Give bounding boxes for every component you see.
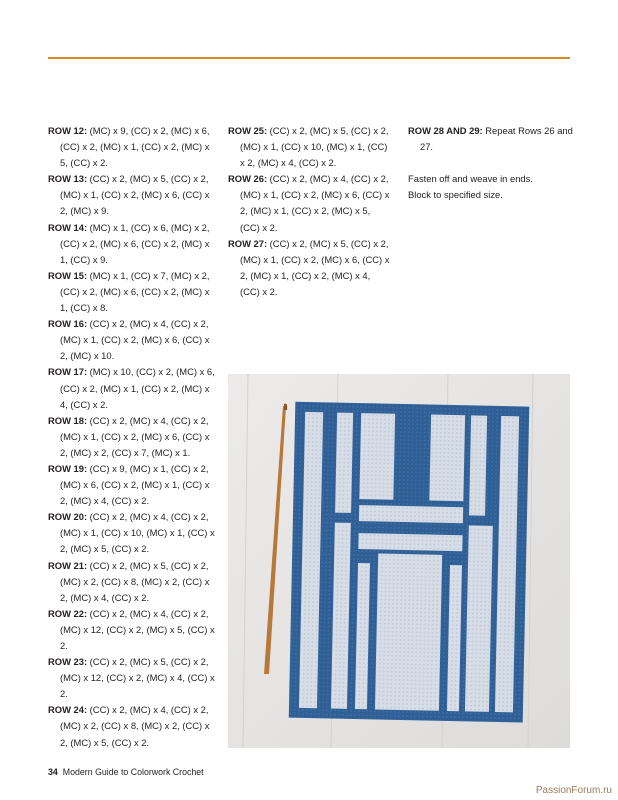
pattern-column-3 bbox=[408, 123, 576, 203]
pattern-row: ROW 16: (CC) x 2, (MC) x 4, (CC) x 2, (MC) x 1, (CC) x 2, (MC) x 6, (CC) x 2, (MC) x 10. bbox=[48, 318, 210, 362]
pattern-row: ROW 14: (MC) x 1, (CC) x 6, (MC) x 2, (CC) x 2, (MC) x 6, (CC) x 2, (MC) x 1, (CC) x 9. bbox=[48, 221, 210, 265]
pattern-column-1 bbox=[48, 123, 218, 751]
watermark: PassionForum.ru bbox=[535, 785, 612, 796]
finishing-line: Fasten off and weave in ends. bbox=[408, 173, 533, 185]
pattern-row: ROW 24: (CC) x 2, (MC) x 4, (CC) x 2, (MC) x 2, (CC) x 8, (MC) x 2, (CC) x 2, (MC) x 5, (CC) x 2. bbox=[48, 704, 210, 748]
pattern-row: ROW 28 AND 29: Repeat Rows 26 and 27. bbox=[408, 125, 573, 153]
pattern-row: ROW 15: (MC) x 1, (CC) x 7, (MC) x 2, (CC) x 2, (MC) x 6, (CC) x 2, (MC) x 1, (CC) x 8. bbox=[48, 269, 210, 314]
pattern-row: ROW 26: (CC) x 2, (MC) x 4, (CC) x 2, (MC) x 1, (CC) x 2, (MC) x 6, (CC) x 2, (MC) x 1, (CC) x 2, (MC) x 5, (CC) x 2. bbox=[228, 173, 390, 233]
pattern-column-2 bbox=[228, 123, 392, 300]
page-number: 34 bbox=[48, 767, 58, 777]
pattern-row: ROW 17: (MC) x 10, (CC) x 2, (MC) x 6, (CC) x 2, (MC) x 1, (CC) x 2, (MC) x 4, (CC) x 2. bbox=[48, 366, 215, 410]
pattern-row: ROW 25: (CC) x 2, (MC) x 5, (CC) x 2, (MC) x 1, (CC) x 10, (MC) x 1, (CC) x 2, (MC) x 4, (CC) x 2. bbox=[228, 125, 389, 169]
page-footer bbox=[48, 767, 204, 777]
pattern-row: ROW 13: (CC) x 2, (MC) x 5, (CC) x 2, (MC) x 1, (CC) x 2, (MC) x 6, (CC) x 2, (MC) x 9. bbox=[48, 173, 210, 217]
pattern-row: ROW 23: (CC) x 2, (MC) x 5, (CC) x 2, (MC) x 12, (CC) x 2, (MC) x 4, (CC) x 2. bbox=[48, 656, 215, 700]
potholder bbox=[289, 402, 530, 723]
potholder-photo bbox=[228, 374, 570, 748]
pattern-row: ROW 27: (CC) x 2, (MC) x 5, (CC) x 2, (MC) x 1, (CC) x 2, (MC) x 6, (CC) x 2, (MC) x 1, (CC) x 2, (MC) x 4, (CC) x 2. bbox=[228, 237, 390, 297]
pattern-row: ROW 22: (CC) x 2, (MC) x 4, (CC) x 2, (MC) x 12, (CC) x 2, (MC) x 5, (CC) x 2. bbox=[48, 607, 215, 651]
pattern-row: ROW 21: (CC) x 2, (MC) x 5, (CC) x 2, (MC) x 2, (CC) x 8, (MC) x 2, (CC) x 2, (MC) x 4, (CC) x 2. bbox=[48, 559, 210, 603]
finishing-line: Block to specified size. bbox=[408, 189, 503, 201]
finishing-note bbox=[408, 171, 576, 203]
pattern-row: ROW 20: (CC) x 2, (MC) x 4, (CC) x 2, (MC) x 1, (CC) x 10, (MC) x 1, (CC) x 2, (MC) x 5, (CC) x 2. bbox=[48, 511, 215, 555]
pattern-row: ROW 19: (CC) x 9, (MC) x 1, (CC) x 2, (MC) x 6, (CC) x 2, (MC) x 1, (CC) x 2, (MC) x 4, (CC) x 2. bbox=[48, 462, 210, 507]
pattern-row: ROW 18: (CC) x 2, (MC) x 4, (CC) x 2, (MC) x 1, (CC) x 2, (MC) x 6, (CC) x 2, (MC) x 2, (CC) x 7, (MC) x 1. bbox=[48, 414, 210, 458]
book-title: Modern Guide to Colorwork Crochet bbox=[62, 767, 204, 777]
header-rule bbox=[48, 57, 570, 59]
pattern-row: ROW 12: (MC) x 9, (CC) x 2, (MC) x 6, (CC) x 2, (MC) x 1, (CC) x 2, (MC) x 5, (CC) x 2. bbox=[48, 125, 210, 169]
